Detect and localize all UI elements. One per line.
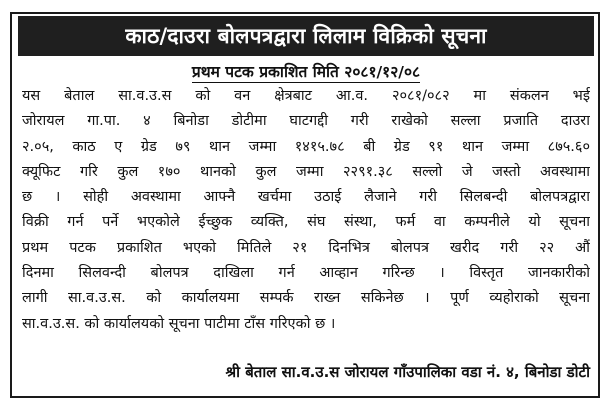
notice-title: काठ/दाउरा बोलपत्रद्वारा लिलाम विक्रिको सूचना (18, 16, 594, 56)
publication-date-line (18, 60, 594, 84)
body-line-3: २.०५, काठ ए ग्रेड ७९ थान जम्मा १४१५.७८ बी ग्रेड ९१ थान जम्मा ८७५.६० (22, 138, 590, 155)
body-line-8: दिनमा सिलवन्दी बोलपत्र दाखिला गर्न आव्हान गरिन्छ । विस्तृत जानकारीको (22, 265, 590, 282)
body-line-10: सा.व.उ.स. को कार्यालयको सूचना पाटीमा टाँस गरिएको छ । (22, 315, 336, 332)
body-line-5: छ । सोही अवस्थामा आफ्नै खर्चमा उठाई लैजाने गरी सिलबन्दी बोलपत्रद्वारा (22, 189, 590, 206)
publication-date-text: प्रथम पटक प्रकाशित मिति २०८१/१२/०८ (191, 63, 421, 81)
notice-body (22, 84, 590, 337)
body-line-7: प्रथम पटक प्रकाशित भएको मितिले २१ दिनभित्र बोलपत्र खरीद गरी २२ औं (22, 239, 590, 256)
body-line-1: यस बेताल सा.व.उ.स को वन क्षेत्रबाट आ.व. २०८१/०८२ मा संकलन भई (22, 88, 590, 104)
body-line-9: लागी सा.व.उ.स. को कार्यालयमा सम्पर्क राख्न सकिनेछ । पूर्ण व्यहोराको सूचना (22, 290, 590, 307)
body-line-6: विक्री गर्न पर्ने भएकोले ईच्छुक व्यक्ति, संघ संस्था, फर्म वा कम्पनीले यो सूचना (22, 214, 590, 231)
notice-signature: श्री बेताल सा.व.उ.स जोरायल गाँउपालिका वडा नं. ४, बिनोडा डोटी (225, 363, 590, 381)
body-line-2: जोरायल गा.पा. ४ बिनोडा डोटीमा घाटगद्दी गरी राखेको सल्ला प्रजाति दाउरा (22, 113, 590, 130)
body-line-4: क्यूफिट गरि कुल १७० थानको कुल जम्मा २२९१.३८ सल्लो जे जस्तो अवस्थामा (22, 163, 590, 180)
